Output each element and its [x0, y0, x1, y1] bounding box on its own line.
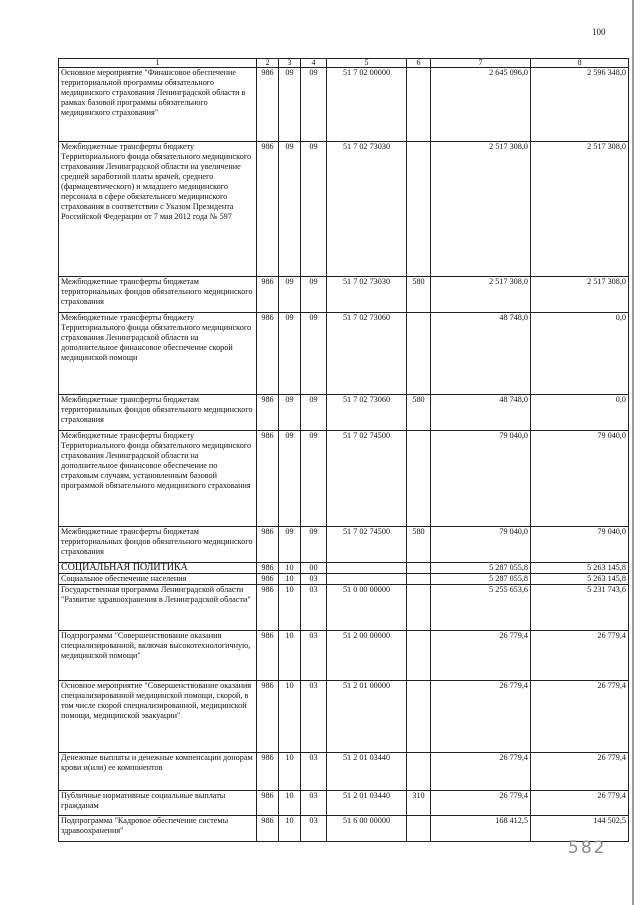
row-name: Денежные выплаты и денежные компенсации донорам крови и(или) ее компонентов: [59, 753, 257, 791]
header-cell: 4: [301, 59, 327, 68]
cell-ministry: 986: [257, 753, 279, 791]
cell-amount-1: 26 779,4: [431, 631, 531, 681]
cell-subsection: 09: [301, 68, 327, 142]
cell-amount-1: 48 748,0: [431, 395, 531, 431]
header-cell: 2: [257, 59, 279, 68]
cell-section: 09: [279, 142, 301, 277]
row-name: Публичные нормативные социальные выплаты гражданам: [59, 791, 257, 816]
cell-amount-2: 26 779,4: [531, 681, 629, 753]
cell-amount-1: 48 748,0: [431, 313, 531, 395]
table-row: [59, 791, 629, 816]
row-name: Межбюджетные трансферты бюджету Территориального фонда обязательного медицинского страхования Ленинградской области на увеличение средней заработной платы врачей, среднего (фармацевтического) и младшего медицинского персонала в сфере обязательного медицинского страхования в соответствии с Указом Президента Российской Федерации от 7 мая 2012 года № 597: [59, 142, 257, 277]
cell-ministry: 986: [257, 431, 279, 527]
cell-amount-1: 5 287 055,8: [431, 574, 531, 585]
cell-subsection: 09: [301, 527, 327, 563]
cell-subsection: 03: [301, 791, 327, 816]
scan-edge: [632, 0, 634, 905]
cell-section: 10: [279, 816, 301, 842]
cell-amount-1: 5 287 055,8: [431, 563, 531, 574]
table-row: [59, 68, 629, 142]
cell-section: 09: [279, 527, 301, 563]
row-name: Социальное обеспечение населения: [59, 574, 257, 585]
cell-ministry: 986: [257, 68, 279, 142]
table-row: [59, 631, 629, 681]
cell-expense-type: [407, 631, 431, 681]
cell-subsection: 09: [301, 431, 327, 527]
cell-expense-type: [407, 142, 431, 277]
header-cell: 7: [431, 59, 531, 68]
cell-amount-2: 144 502,5: [531, 816, 629, 842]
cell-subsection: 03: [301, 681, 327, 753]
cell-expense-type: 310: [407, 791, 431, 816]
row-name: Подпрограмма "Кадровое обеспечение системы здравоохранения": [59, 816, 257, 842]
cell-section: 09: [279, 395, 301, 431]
cell-target-article: 51 0 00 00000: [327, 585, 407, 631]
table-row: [59, 527, 629, 563]
cell-target-article: [327, 563, 407, 574]
cell-section: 10: [279, 681, 301, 753]
cell-expense-type: 580: [407, 277, 431, 313]
header-cell: 6: [407, 59, 431, 68]
cell-expense-type: [407, 585, 431, 631]
cell-ministry: 986: [257, 563, 279, 574]
cell-amount-2: 5 263 145,8: [531, 574, 629, 585]
table-row: [59, 753, 629, 791]
cell-subsection: 09: [301, 142, 327, 277]
cell-ministry: 986: [257, 816, 279, 842]
cell-expense-type: [407, 753, 431, 791]
cell-subsection: 09: [301, 395, 327, 431]
cell-amount-1: 2 645 096,0: [431, 68, 531, 142]
cell-amount-1: 26 779,4: [431, 681, 531, 753]
cell-target-article: 51 7 02 74500: [327, 431, 407, 527]
cell-subsection: 03: [301, 631, 327, 681]
cell-amount-2: 0,0: [531, 313, 629, 395]
cell-subsection: 03: [301, 816, 327, 842]
cell-amount-2: 2 596 348,0: [531, 68, 629, 142]
cell-section: 10: [279, 791, 301, 816]
row-name: Основное мероприятие "Финансовое обеспечение территориальной программы обязательного медицинского страхования Ленинградской области в рамках базовой программы обязательного медицинского страхования": [59, 68, 257, 142]
cell-expense-type: 580: [407, 527, 431, 563]
row-name: Межбюджетные трансферты бюджету Территориального фонда обязательного медицинского страхования Ленинградской области на дополнительное финансовое обеспечение по страховым случаям, установленным базовой программой обязательного медицинского страхования: [59, 431, 257, 527]
cell-expense-type: [407, 431, 431, 527]
header-cell: 1: [59, 59, 257, 68]
cell-expense-type: [407, 681, 431, 753]
page-number: 100: [592, 27, 606, 37]
table-row: [59, 395, 629, 431]
cell-ministry: 986: [257, 631, 279, 681]
cell-amount-2: 2 517 308,0: [531, 277, 629, 313]
cell-amount-2: 79 040,0: [531, 527, 629, 563]
table-row: [59, 681, 629, 753]
cell-ministry: 986: [257, 585, 279, 631]
cell-ministry: 986: [257, 574, 279, 585]
row-name: Межбюджетные трансферты бюджетам территориальных фондов обязательного медицинского страхования: [59, 277, 257, 313]
cell-amount-1: 79 040,0: [431, 527, 531, 563]
cell-expense-type: [407, 313, 431, 395]
cell-amount-2: 79 040,0: [531, 431, 629, 527]
cell-section: 10: [279, 574, 301, 585]
cell-ministry: 986: [257, 395, 279, 431]
table-row: [59, 574, 629, 585]
cell-amount-1: 79 040,0: [431, 431, 531, 527]
cell-amount-2: 2 517 308,0: [531, 142, 629, 277]
budget-table: [58, 58, 629, 842]
cell-section: 09: [279, 68, 301, 142]
table-row: [59, 142, 629, 277]
cell-section: 09: [279, 431, 301, 527]
table-row: [59, 563, 629, 574]
cell-amount-1: 168 412,5: [431, 816, 531, 842]
table-row: [59, 585, 629, 631]
cell-section: 09: [279, 277, 301, 313]
cell-section: 10: [279, 631, 301, 681]
page-stamp: 582: [568, 838, 607, 858]
cell-amount-1: 26 779,4: [431, 791, 531, 816]
cell-ministry: 986: [257, 791, 279, 816]
cell-section: 10: [279, 753, 301, 791]
cell-subsection: 03: [301, 574, 327, 585]
cell-section: 10: [279, 563, 301, 574]
cell-target-article: 51 7 02 00000: [327, 68, 407, 142]
table-row: [59, 277, 629, 313]
row-name: Подпрограмма "Совершенствование оказания специализированной, включая высокотехнологичную, медицинской помощи": [59, 631, 257, 681]
cell-amount-1: 5 255 653,6: [431, 585, 531, 631]
cell-subsection: 03: [301, 585, 327, 631]
cell-target-article: [327, 574, 407, 585]
cell-subsection: 09: [301, 277, 327, 313]
cell-amount-1: 2 517 308,0: [431, 142, 531, 277]
cell-ministry: 986: [257, 681, 279, 753]
cell-amount-2: 5 231 743,6: [531, 585, 629, 631]
cell-target-article: 51 2 01 03440: [327, 753, 407, 791]
cell-target-article: 51 2 01 03440: [327, 791, 407, 816]
cell-target-article: 51 7 02 73030: [327, 142, 407, 277]
cell-subsection: 03: [301, 753, 327, 791]
cell-target-article: 51 7 02 74500: [327, 527, 407, 563]
cell-amount-2: 0,0: [531, 395, 629, 431]
table-row: [59, 313, 629, 395]
cell-section: 09: [279, 313, 301, 395]
cell-ministry: 986: [257, 142, 279, 277]
cell-subsection: 09: [301, 313, 327, 395]
cell-expense-type: [407, 68, 431, 142]
cell-ministry: 986: [257, 277, 279, 313]
row-name: Межбюджетные трансферты бюджетам территориальных фондов обязательного медицинского страхования: [59, 527, 257, 563]
cell-subsection: 00: [301, 563, 327, 574]
cell-amount-2: 26 779,4: [531, 753, 629, 791]
header-cell: 8: [531, 59, 629, 68]
cell-section: 10: [279, 585, 301, 631]
cell-amount-1: 26 779,4: [431, 753, 531, 791]
row-name: Государственная программа Ленинградской области "Развитие здравоохранения в Ленинградской области": [59, 585, 257, 631]
row-name: Межбюджетные трансферты бюджетам территориальных фондов обязательного медицинского страхования: [59, 395, 257, 431]
row-name: Межбюджетные трансферты бюджету Территориального фонда обязательного медицинского страхования Ленинградской области на дополнительное финансовое обеспечение скорой медицинской помощи: [59, 313, 257, 395]
header-cell: 5: [327, 59, 407, 68]
cell-expense-type: [407, 563, 431, 574]
cell-target-article: 51 7 02 73060: [327, 313, 407, 395]
table-row: [59, 816, 629, 842]
row-name: СОЦИАЛЬНАЯ ПОЛИТИКА: [59, 563, 257, 574]
cell-ministry: 986: [257, 527, 279, 563]
cell-target-article: 51 2 00 00000: [327, 631, 407, 681]
cell-amount-1: 2 517 308,0: [431, 277, 531, 313]
cell-expense-type: [407, 816, 431, 842]
cell-target-article: 51 6 00 00000: [327, 816, 407, 842]
cell-amount-2: 26 779,4: [531, 791, 629, 816]
cell-target-article: 51 7 02 73030: [327, 277, 407, 313]
table-row: [59, 431, 629, 527]
cell-expense-type: [407, 574, 431, 585]
cell-target-article: 51 2 01 00000: [327, 681, 407, 753]
cell-amount-2: 5 263 145,8: [531, 563, 629, 574]
table-header-row: [59, 59, 629, 68]
cell-target-article: 51 7 02 73060: [327, 395, 407, 431]
row-name: Основное мероприятие "Совершенствование оказания специализированной медицинской помощи, скорой, в том числе скорой специализированной, медицинской помощи, медицинской эвакуации": [59, 681, 257, 753]
cell-ministry: 986: [257, 313, 279, 395]
cell-amount-2: 26 779,4: [531, 631, 629, 681]
cell-expense-type: 580: [407, 395, 431, 431]
header-cell: 3: [279, 59, 301, 68]
